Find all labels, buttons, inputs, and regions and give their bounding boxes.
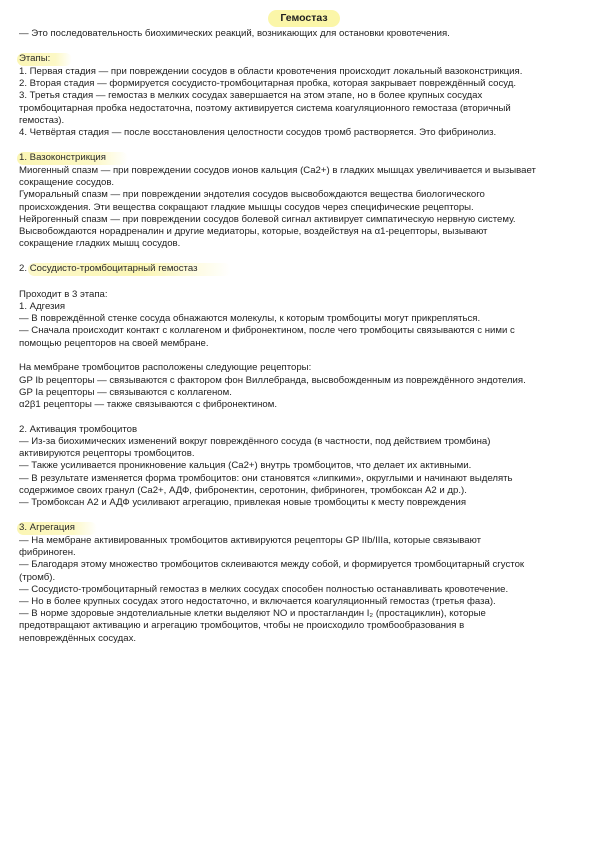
paragraph-line: — Из-за биохимических изменений вокруг повреждённого сосуда (в частности, под действием тромбина)	[19, 436, 491, 448]
svt-heading	[19, 263, 589, 276]
paragraph-line: GP Ib рецепторы — связываются с фактором фон Виллебранда, высвобожденным из повреждённого эндотелия.	[19, 374, 526, 386]
paragraph-line: происхождения. Эти вещества сокращают гладкие мышцы сосудов через специфические рецепторы.	[19, 201, 474, 213]
activation-heading: 2. Активация тромбоцитов	[19, 423, 138, 435]
list-item: 1. Первая стадия — при повреждении сосудов в области кровотечения происходит локальный вазоконстрикция.	[19, 66, 523, 77]
paragraph-line: фибриноген.	[19, 547, 76, 559]
aggregation-heading	[19, 522, 589, 535]
list-item: гемостаз).	[19, 114, 65, 126]
activation-block	[19, 424, 589, 509]
paragraph-line: GP Ia рецепторы — связываются с коллагеном.	[19, 386, 232, 398]
paragraph-line: — Сначала происходит контакт с коллагеном и фибронектином, после чего тромбоциты связываются с ними с	[19, 325, 515, 337]
aggregation-heading-highlight: 3. Агрегация	[17, 522, 97, 535]
paragraph-line: — Но в более крупных сосудах этого недостаточно, и включается коагуляционный гемостаз (третья фаза).	[19, 596, 496, 608]
paragraph-line: Нейрогенный спазм — при повреждении сосудов болевой сигнал активирует симпатическую нервную систему.	[19, 213, 516, 225]
document-page	[19, 8, 589, 645]
adhesion-heading: 1. Адгезия	[19, 301, 66, 313]
paragraph-line: Миогенный спазм — при повреждении сосудов ионов кальция (Ca2+) в гладких мышцах увеличивается и вызывает	[19, 165, 536, 177]
paragraph-line: На мембране тромбоцитов расположены следующие рецепторы:	[19, 362, 312, 374]
vasoconstriction-body	[19, 165, 589, 250]
paragraph-line: Гуморальный спазм — при повреждении эндотелия сосудов высвобождаются вещества биологического	[19, 189, 485, 201]
paragraph-line: — В повреждённой стенке сосуда обнажаются молекулы, к которым тромбоциты могут прикрепляться.	[19, 313, 481, 325]
stages-list	[19, 66, 589, 139]
receptors-block	[19, 362, 589, 411]
paragraph-line: сокращение гладких мышц сосудов.	[19, 238, 181, 250]
steps-intro: Проходит в 3 этапа:	[19, 288, 108, 300]
paragraph-line: — В норме здоровые эндотелиальные клетки выделяют NO и простагландин I₂ (простациклин), которые	[19, 608, 486, 620]
vasoconstriction-heading	[19, 152, 589, 165]
paragraph-line: содержимое своих гранул (Ca2+, АДФ, фибронектин, серотонин, фибриноген, тромбоксан A2 и др.).	[19, 484, 467, 496]
paragraph-line: — В результате изменяется форма тромбоцитов: они становятся «липкими», округлыми и начинают выделять	[19, 472, 513, 484]
list-item: 4. Четвёртая стадия — после восстановления целостности сосудов тромб растворяется. Это фибринолиз.	[19, 127, 497, 139]
paragraph-line: Высвобождаются норадреналин и другие медиаторы, которые, воздействуя на α1-рецепторы, вызывают	[19, 226, 488, 238]
paragraph-line: сокращение сосудов.	[19, 177, 115, 189]
stages-heading	[19, 53, 589, 66]
paragraph-line: активируются рецепторы тромбоцитов.	[19, 448, 195, 460]
paragraph-line: — На мембране активированных тромбоцитов активируются рецепторы GP IIb/IIIa, которые связывают	[19, 535, 482, 547]
paragraph-line: помощью рецепторов на своей мембране.	[19, 337, 209, 349]
stages-heading-highlight: Этапы:	[17, 53, 72, 66]
paragraph-line: — Сосудисто-тромбоцитарный гемостаз в мелких сосудах способен полностью останавливать кровотечение.	[19, 583, 509, 595]
adhesion-body	[19, 313, 589, 350]
intro-line: — Это последовательность биохимических реакций, возникающих для остановки кровотечения.	[19, 28, 450, 39]
vasoconstriction-heading-highlight: 1. Вазоконстрикция	[17, 152, 128, 165]
svt-heading-number: 2.	[19, 263, 28, 275]
paragraph-line: (тромб).	[19, 571, 56, 583]
title-container	[19, 8, 589, 26]
paragraph-line: α2β1 рецепторы — также связываются с фибронектином.	[19, 399, 278, 411]
aggregation-body	[19, 535, 589, 645]
paragraph-line: предотвращают активацию и агрегацию тромбоцитов, чтобы не происходило тромбообразования в	[19, 620, 465, 632]
paragraph-line: неповреждённых сосудах.	[19, 632, 137, 644]
list-item: тромбоцитарная пробка недостаточна, поэтому активируется система коагуляционного гемостаза (вторичный	[19, 102, 511, 114]
list-item: 2. Вторая стадия — формируется сосудисто-тромбоцитарная пробка, которая закрывает повреждённый сосуд.	[19, 78, 516, 90]
page-title: Гемостаз	[268, 10, 339, 27]
paragraph-line: — Также усиливается проникновение кальция (Ca2+) внутрь тромбоцитов, что делает их активными.	[19, 460, 472, 472]
paragraph-line: — Благодаря этому множество тромбоцитов склеиваются между собой, и формируется тромбоцитарный сгусток	[19, 559, 525, 571]
paragraph-line: — Тромбоксан A2 и АДФ усиливают агрегацию, привлекая новые тромбоциты к месту повреждения	[19, 497, 467, 509]
svt-heading-highlight: Сосудисто-тромбоцитарный гемостаз	[28, 263, 232, 276]
list-item: 3. Третья стадия — гемостаз в мелких сосудах завершается на этом этапе, но в более крупных сосудах	[19, 90, 483, 102]
